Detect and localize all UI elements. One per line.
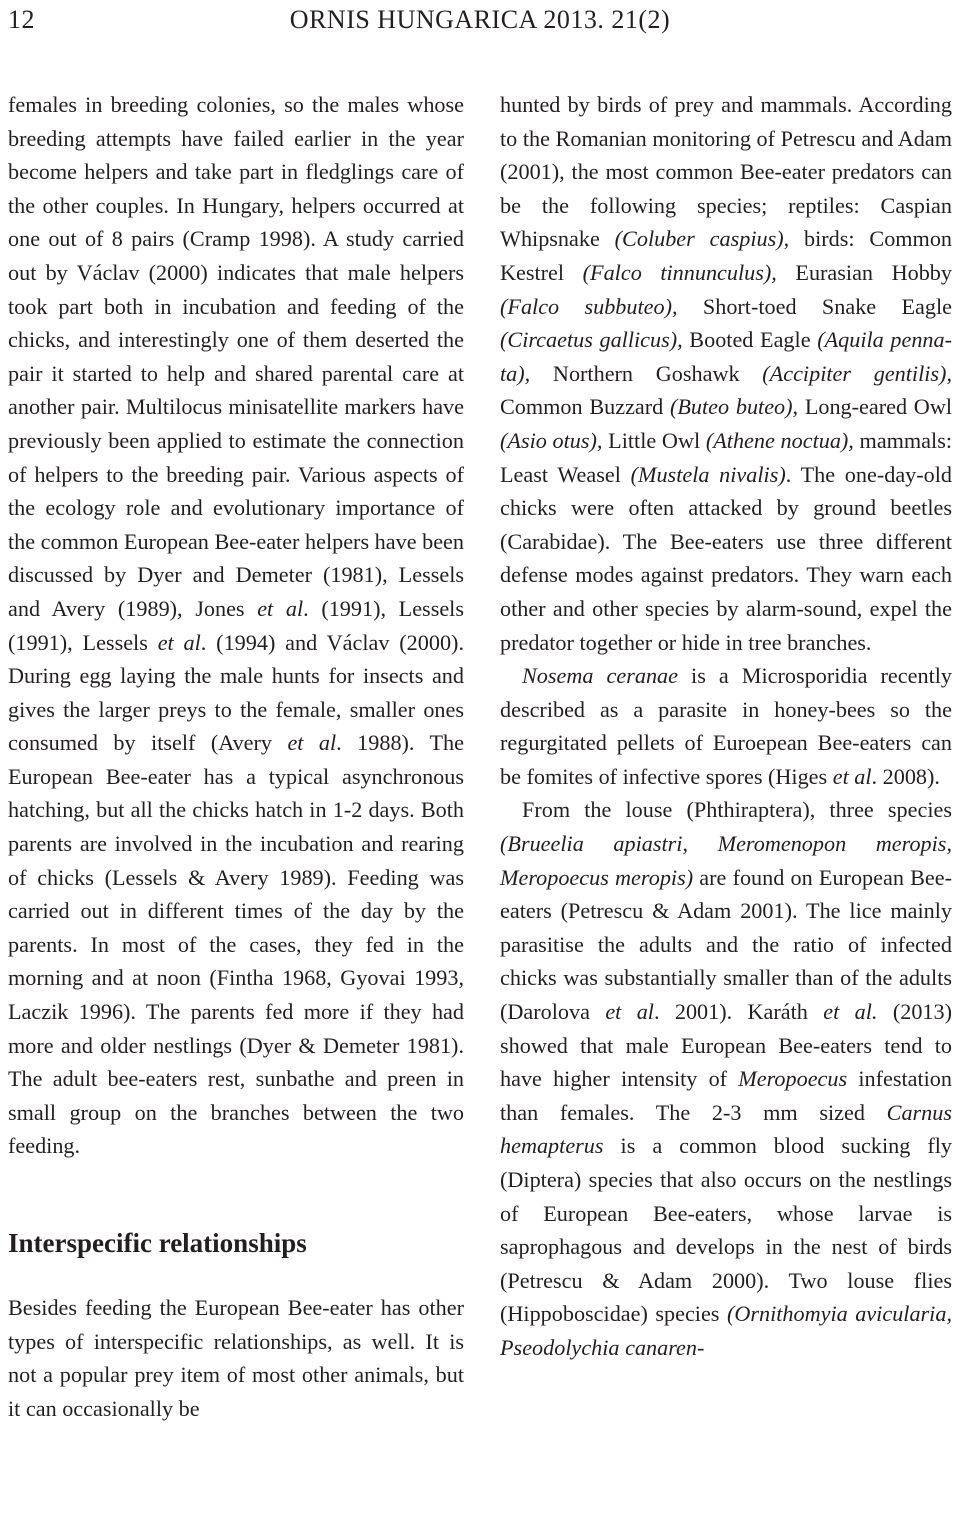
- italic-text-run: et al: [832, 763, 872, 789]
- text-run: Northern Goshawk: [530, 360, 763, 386]
- text-run: ,: [682, 831, 718, 857]
- italic-text-run: Meropoecus meropis): [500, 864, 694, 890]
- text-run: Little Owl: [602, 427, 706, 453]
- text-run: is a common blood sucking fly (Diptera) species that also occurs on the nestlings of European Bee-eaters, whose larvae is saprophagous and develops in the nest of birds (Petrescu & Adam 2000). Two louse flies (Hippoboscidae) species: [500, 1133, 952, 1327]
- italic-text-run: (Accipiter gentilis),: [762, 360, 952, 386]
- text-run: . (1994) and Václav (2000). During egg laying the male hunts for insects and gives the larger preys to the female, smaller ones consumed by itself (Avery: [8, 629, 464, 756]
- italic-text-run: (Falco subbuteo),: [500, 293, 678, 319]
- italic-text-run: (Aquila pennata),: [500, 327, 952, 386]
- italic-text-run: (Buteo buteo): [669, 394, 793, 420]
- text-run: From the louse (Phthiraptera), three species: [522, 797, 952, 823]
- text-run: Booted Eagle: [682, 327, 818, 353]
- page-header: [8, 2, 952, 42]
- text-run: hunted by birds of prey and mammals. According to the Romanian monitoring of Petrescu and Adam (2001), the most common Bee-eater predators can be the following species; reptiles: Caspian Whipsnake: [500, 92, 952, 252]
- journal-running-title: ORNIS HUNGARICA 2013. 21(2): [289, 5, 671, 34]
- italic-text-run: (Falco tinnunculus),: [582, 259, 777, 285]
- text-run: Short-toed Snake Eagle: [677, 293, 952, 319]
- right-column: [500, 88, 952, 1365]
- italic-text-run: (Circaetus gallicus),: [500, 327, 683, 353]
- text-run: infestation than females. The 2-3 mm sized: [500, 1066, 952, 1125]
- italic-text-run: Meromenopon meropis: [717, 831, 947, 857]
- text-run: . (1991), Lessels (1991), Lessels: [8, 595, 464, 655]
- italic-text-run: (Mustela nivalis): [630, 461, 786, 487]
- italic-text-run: Meropoecus: [738, 1066, 848, 1092]
- text-run: (2013) showed that male European Bee-eaters tend to have higher intensity of: [500, 999, 952, 1092]
- text-run: . 2001). Karáth: [653, 999, 824, 1025]
- text-run: ,: [946, 831, 952, 857]
- page-number: 12: [8, 5, 35, 34]
- italic-text-run: (Brueelia apiastri: [500, 831, 683, 857]
- italic-text-run: (Coluber caspius): [614, 226, 784, 252]
- italic-text-run: et al: [257, 595, 304, 621]
- italic-text-run: Carnus hemapterus: [500, 1099, 952, 1159]
- body-paragraph: [500, 659, 952, 793]
- body-paragraph: [8, 1291, 464, 1425]
- text-run: females in breeding colonies, so the males whose breeding attempts have failed earlier in the year become helpers and take part in fledglings care of the other couples. In Hungary, helpers occurred at one out of 8 pairs (Cramp 1998). A study carried out by Václav (2000) indicates that male helpers took part both in incubation and feeding of the chicks, and interestingly one of them deserted the pair it started to help and shared parental care at another pair. Multilocus minisatellite markers have previously been applied to estimate the connection of helpers to the breeding pair. Various aspects of the ecology role and evolutionary importance of the common European Bee-eater helpers have been discussed by Dyer and Demeter (1981), Lessels and Avery (1989), Jones: [8, 92, 464, 621]
- italic-text-run: et al: [287, 730, 337, 756]
- text-run: is a Microsporidia recently described as a parasite in honey-bees so the regurgitated pellets of Euroepean Bee-eaters can be fomites of infective spores (Higes: [500, 663, 952, 789]
- italic-text-run: et al: [157, 629, 201, 655]
- italic-text-run: (Ornithomyia avicularia, Pseodolychia canaren-: [500, 1301, 952, 1360]
- text-run: . The one-day-old chicks were often attacked by ground beetles (Carabidae). The Bee-eaters use three different defense modes against predators. They warn each other and other species by alarm-sound, expel the predator together or hide in tree branches.: [500, 461, 953, 655]
- text-run: Besides feeding the European Bee-eater has other types of interspecific relationships, as well. It is not a popular prey item of most other animals, but it can occasionally be: [8, 1295, 464, 1421]
- italic-text-run: (Athene noctua),: [705, 427, 854, 453]
- text-run: , Long-eared Owl: [792, 394, 953, 420]
- left-column: [8, 88, 464, 1425]
- body-paragraph: [8, 88, 464, 1163]
- italic-text-run: (Asio otus),: [500, 427, 603, 453]
- italic-text-run: et al.: [823, 999, 878, 1025]
- text-run: Eurasian Hobby: [776, 259, 952, 285]
- text-run: . 2008).: [871, 763, 940, 789]
- text-run: Common Buzzard: [500, 394, 670, 420]
- italic-text-run: Nosema ceranae: [522, 663, 678, 689]
- section-heading: Interspecific relationships: [8, 1228, 307, 1258]
- text-run: . 1988). The European Bee-eater has a typical asynchronous hatching, but all the chicks hatch in 1-2 days. Both parents are involved in the incubation and rearing of chicks (Lessels & Avery 1989). Feeding was carried out in different times of the day by the parents. In most of the cases, they fed in the morning and at noon (Fintha 1968, Gyovai 1993, Laczik 1996). The parents fed more if they had more and older nestlings (Dyer & Demeter 1981). The adult bee-eaters rest, sunbathe and preen in small group on the branches between the two feeding.: [8, 730, 464, 1159]
- body-paragraph: [500, 88, 952, 659]
- text-run: are found on European Bee-eaters (Petrescu & Adam 2001). The lice mainly parasitise the adults and the ratio of infected chicks was substantially smaller than of the adults (Darolova: [500, 864, 953, 1025]
- text-run: , birds: Common Kestrel: [500, 226, 953, 285]
- text-run: mammals: Least Weasel: [500, 427, 952, 487]
- body-paragraph: [500, 793, 952, 1364]
- italic-text-run: et al: [605, 999, 654, 1025]
